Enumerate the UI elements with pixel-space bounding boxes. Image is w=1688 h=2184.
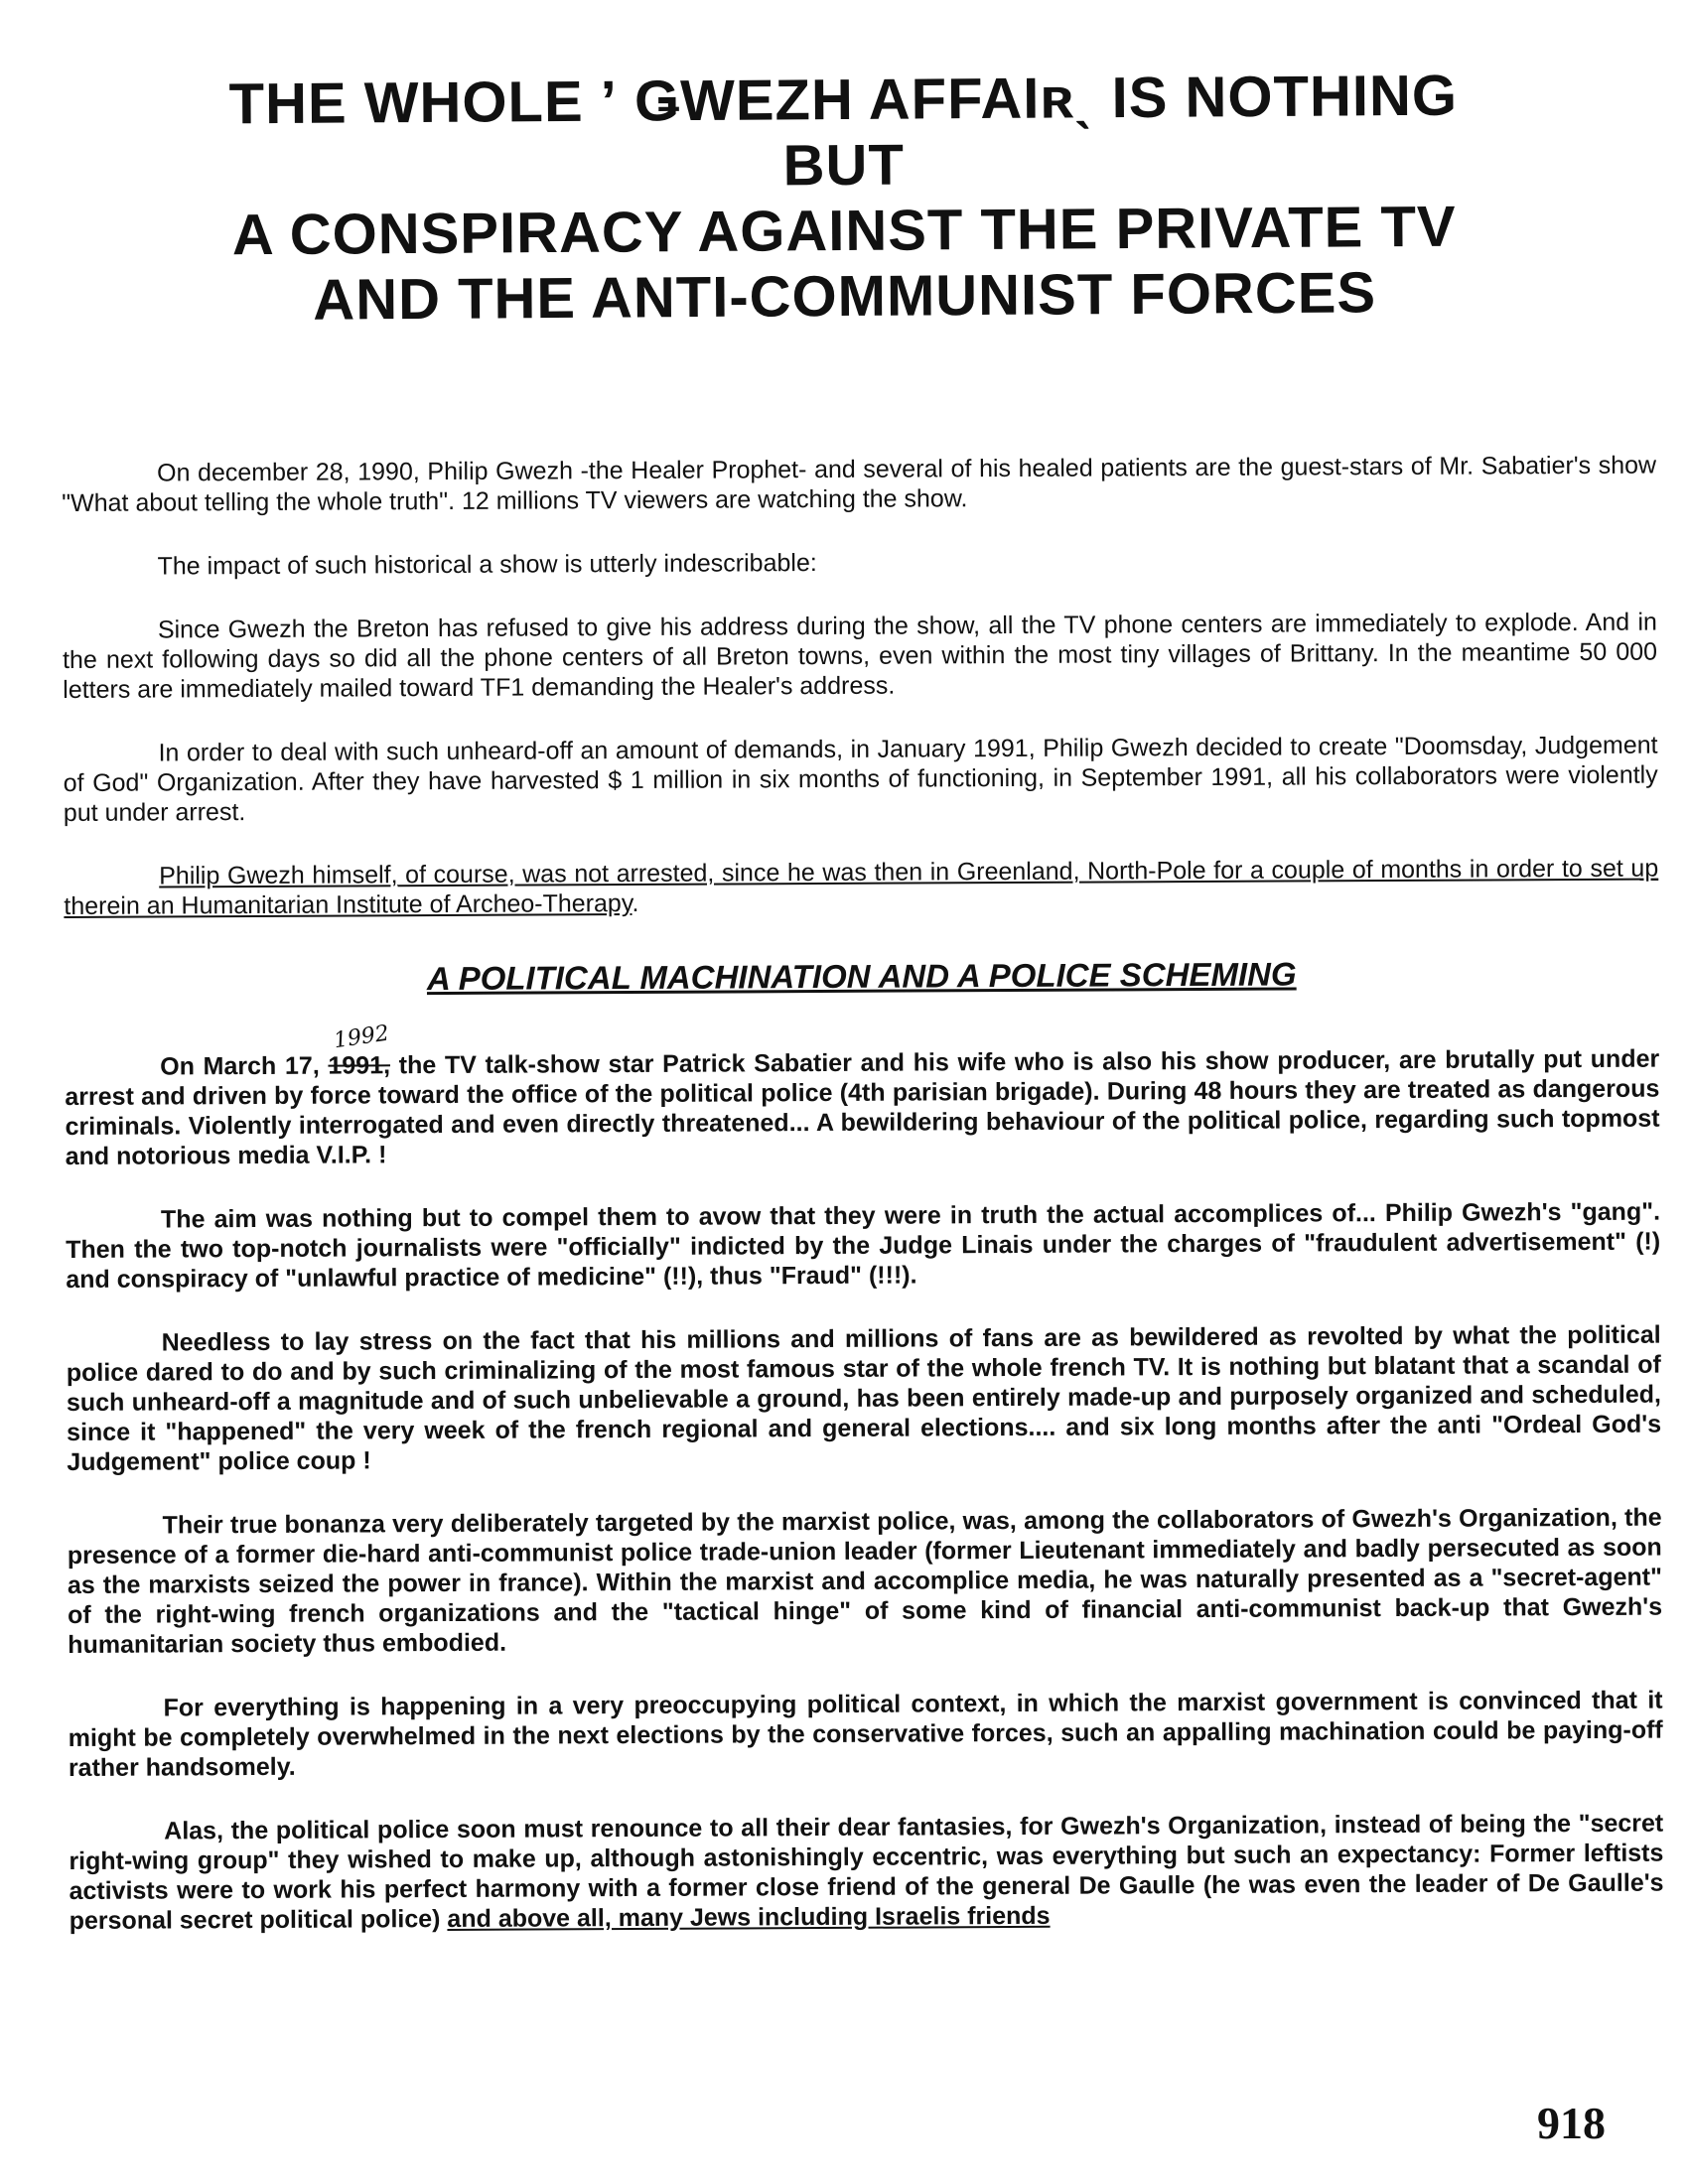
paragraph-1: On december 28, 1990, Philip Gwezh -the Healer Prophet- and several of his healed patients are the guest-stars of Mr. Sabatier's show "What about telling the whole truth". 12 millions TV viewers are watching the show. [62,451,1657,517]
paragraph-11-underlined: and above all, many Jews including Israelis friends [447,1901,1051,1933]
paragraph-6-start: On March 17, [160,1051,329,1081]
paragraph-5 [64,854,1658,921]
paragraph-5-underlined: Philip Gwezh himself, of course, was not arrested, since he was then in Greenland, North-Pole for a couple of months in order to set up therein an Humanitarian Institute of Archeo-Therapy [64,854,1659,920]
title-line-4: AND THE ANTI-COMMUNIST FORCES [313,260,1377,333]
paragraph-6-rest: the TV talk-show star Patrick Sabatier and his wife who is also his show producer, are brutally put under arrest and driven by force toward the office of the political police (4th parisian brigade). During 48 hours they are treated as dangerous criminals. Violently interrogated and even directly threatened... A bewildering behaviour of the political police, regarding such topmost and notorious media V.I.P. ! [65,1044,1660,1170]
paragraph-11-start: Alas, the political police soon must renounce to all their dear fantasies, for Gwezh's Organization, instead of being the "secret right-wing group" they wished to make up, although astonishingly eccentric, was everything but such an expectancy: Former leftists activists were to work his perfect harmony with a former close friend of the general De Gaulle (he was even the leader of De Gaulle's personal secret political police) [69,1809,1664,1935]
paragraph-2: The impact of such historical a show is utterly indescribable: [157,549,817,581]
handwritten-year: 1992 [332,1021,391,1054]
title-line-2: BUT [782,132,906,199]
title-line-3: A CONSPIRACY AGAINST THE PRIVATE TV [231,194,1457,268]
section-heading: A POLITICAL MACHINATION AND A POLICE SCHEMING [426,955,1297,998]
document-body [62,451,1664,1970]
page-number: 918 [1537,2098,1606,2148]
paragraph-9: Their true bonanza very deliberately targeted by the marxist police, was, among the collaborators of Gwezh's Organization, the presence of a former die-hard anti-communist police trade-union leader (former Lieutenant immediately and badly persecuted as soon as the marxists seized the power in france). Within the marxist and accomplice media, he was naturally presented as a "secret-agent" of the right-wing french organizations and the "tactical hinge" of some kind of financial anti-communist back-up that Gwezh's humanitarian society thus embodied. [67,1503,1663,1659]
struck-year: 1991, [328,1051,391,1080]
paragraph-10: For everything is happening in a very preoccupying political context, in which the marxist government is convinced that it might be completely overwhelmed in the next elections by the conservative forces, such an appalling machination could be paying-off rather handsomely. [68,1686,1663,1782]
date-correction [328,1021,391,1080]
document-title [98,63,1590,335]
title-line-1: THE WHOLE ʼ ǤWEZH AFFAIʀˎ IS NOTHING [228,63,1459,137]
paragraph-8: Needless to lay stress on the fact that his millions and millions of fans are as bewildered as revolted by what the political police dared to do and by such criminalizing of the most famous star of the whole french TV. It is nothing but blatant that a scandal of such unheard-off a magnitude and of such unbelievable a ground, has been entirely made-up and purposely organized and scheduled, since it "happened" the very week of the french regional and general elections.... and six long months after the anti "Ordeal God's Judgement" police coup ! [66,1320,1662,1476]
paragraph-5-end: . [632,888,639,917]
paragraph-11 [69,1809,1664,1936]
paragraph-4: In order to deal with such unheard-off an amount of demands, in January 1991, Philip Gwezh decided to create "Doomsday, Judgement of God" Organization. After they have harvested $ 1 million in six months of functioning, in September 1991, all his collaborators were violently put under arrest. [63,731,1658,827]
paragraph-3: Since Gwezh the Breton has refused to give his address during the show, all the TV phone centers are immediately to explode. And in the next following days so did all the phone centers of all Breton towns, even within the most tiny villages of Brittany. In the meantime 50 000 letters are immediately mailed toward TF1 demanding the Healer's address. [62,608,1658,704]
paragraph-6 [65,1021,1660,1171]
paragraph-7: The aim was nothing but to compel them to avow that they were in truth the actual accomplices of... Philip Gwezh's "gang". Then the two top-notch journalists were "officially" indicted by the Judge Linais under the charges of "fraudulent advertisement" (!) and conspiracy of "unlawful practice of medicine" (!!), thus "Fraud" (!!!). [66,1197,1661,1294]
